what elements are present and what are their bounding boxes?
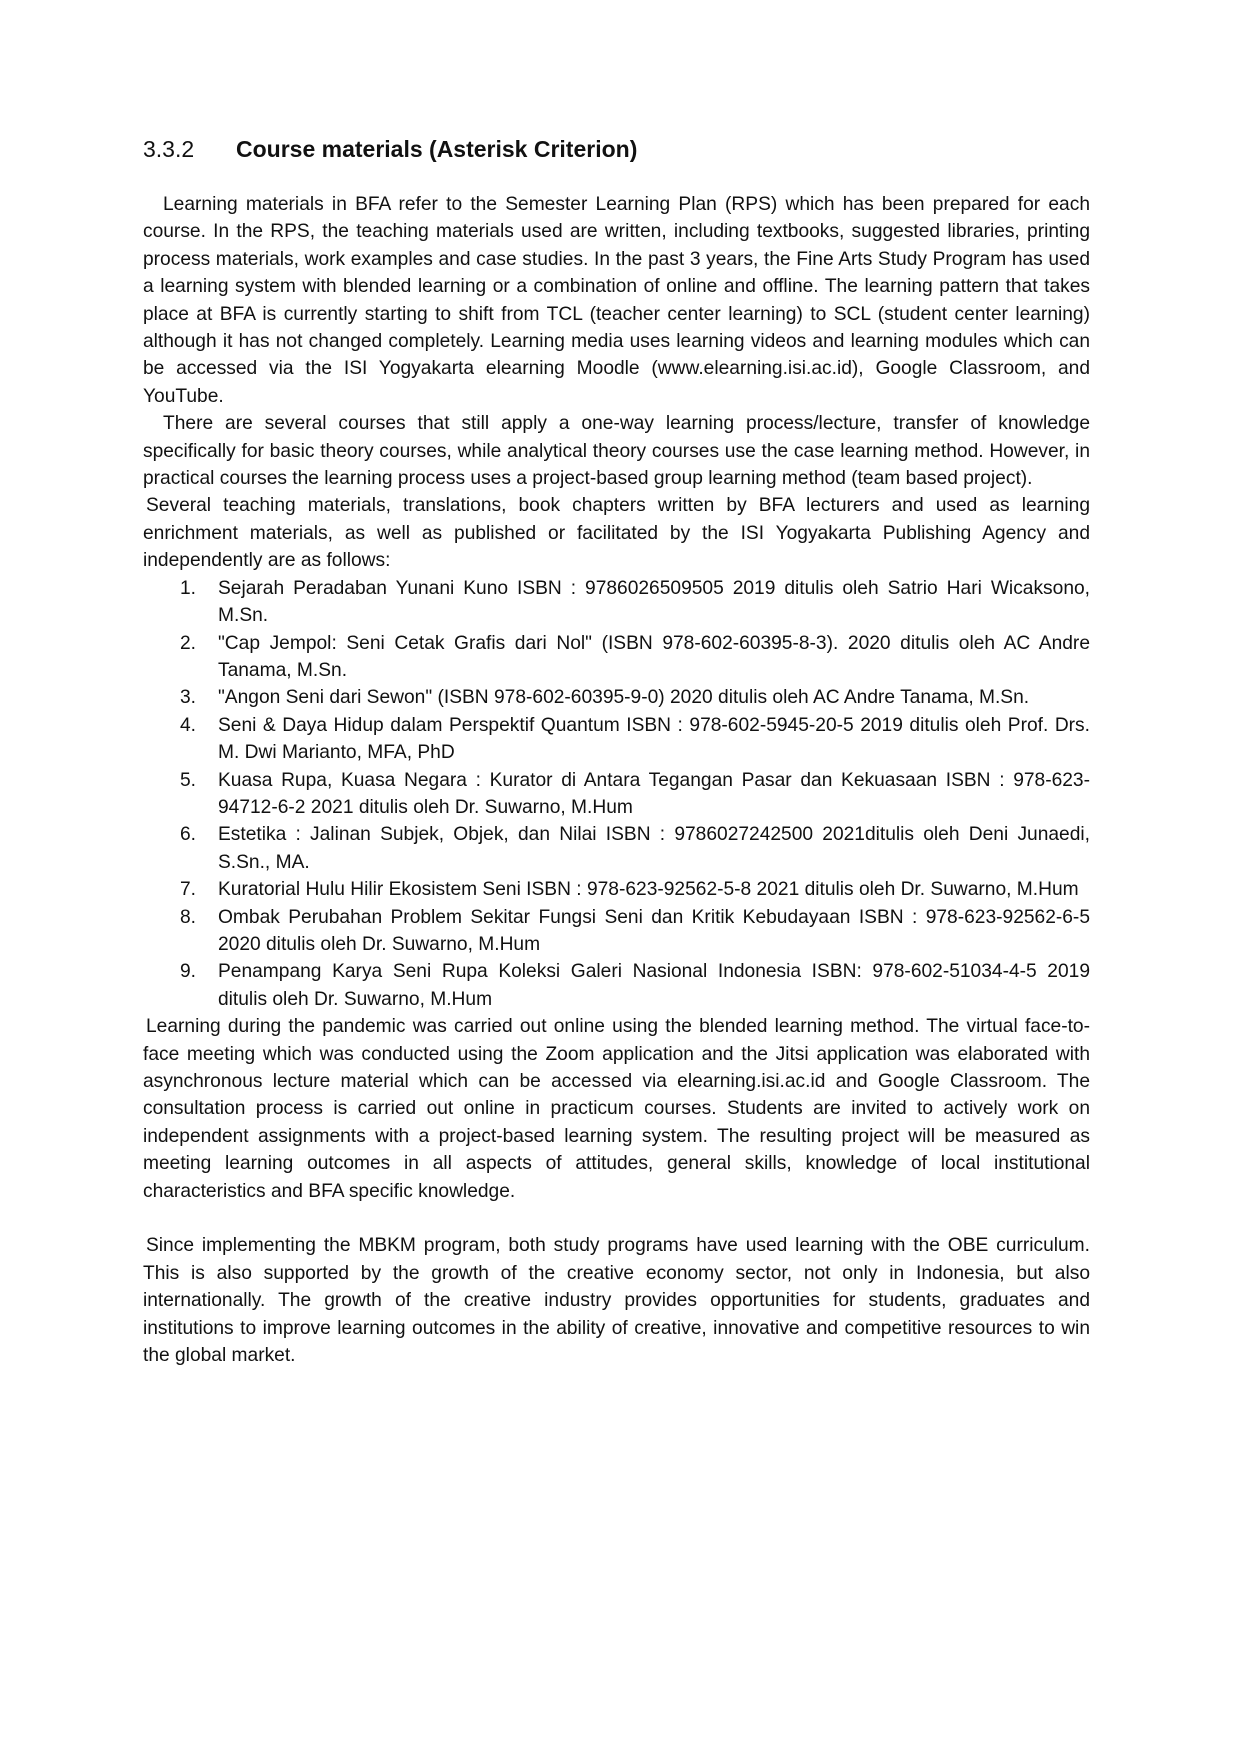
book-entry: Ombak Perubahan Problem Sekitar Fungsi Seni dan Kritik Kebudayaan ISBN : 978-623-92562-6-5 2020 ditulis oleh Dr. Suwarno, M.Hum [218,906,1090,955]
book-number: 1. [180,577,197,599]
book-number: 3. [180,687,197,709]
book-entry: Kuasa Rupa, Kuasa Negara : Kurator di Antara Tegangan Pasar dan Kekuasaan ISBN : 978-623-94712-6-2 2021 ditulis oleh Dr. Suwarno, M.Hum [218,769,1090,818]
paragraph-pandemic-learning: Learning during the pandemic was carried out online using the blended learning method. The virtual face-to-face meeting which was conducted using the Zoom application and the Jitsi application was elaborated with asynchronous lecture material which can be accessed via elearning.isi.ac.id and Google Classroom. The consultation process is carried out online in practicum courses. Students are invited to actively work on independent assignments with a project-based learning system. The resulting project will be measured as meeting learning outcomes in all aspects of attitudes, general skills, knowledge of local institutional characteristics and BFA specific knowledge. [143,1016,1090,1202]
book-entry: Estetika : Jalinan Subjek, Objek, dan Nilai ISBN : 9786027242500 2021ditulis oleh Deni Junaedi, S.Sn., MA. [218,824,1090,873]
book-number: 4. [180,714,197,736]
paragraph-gap [143,1205,1090,1232]
book-list-item [143,684,1090,711]
book-entry: "Cap Jempol: Seni Cetak Grafis dari Nol" (ISBN 978-602-60395-8-3). 2020 ditulis oleh AC Andre Tanama, M.Sn. [218,632,1090,681]
book-entry: Sejarah Peradaban Yunani Kuno ISBN : 9786026509505 2019 ditulis oleh Satrio Hari Wicaksono, M.Sn. [218,577,1090,627]
paragraph-teaching-materials-intro: Several teaching materials, translations, book chapters written by BFA lecturers and used as learning enrichment materials, as well as published or facilitated by the ISI Yogyakarta Publishing Agency and independently are as follows: [143,495,1090,572]
section-number: 3.3.2 [143,136,195,162]
book-number: 5. [180,769,197,791]
book-number: 7. [180,879,197,901]
section-title: Course materials (Asterisk Criterion) [236,136,638,162]
book-entry: Kuratorial Hulu Hilir Ekosistem Seni ISBN : 978-623-92562-5-8 2021 ditulis oleh Dr. Suwarno, M.Hum [218,879,1079,901]
book-number: 8. [180,906,197,928]
book-entry: Seni & Daya Hidup dalam Perspektif Quantum ISBN : 978-602-5945-20-5 2019 ditulis oleh Prof. Drs. M. Dwi Marianto, MFA, PhD [218,714,1090,764]
book-entry: "Angon Seni dari Sewon" (ISBN 978-602-60395-9-0) 2020 ditulis oleh AC Andre Tanama, M.Sn. [218,687,1030,709]
book-list-item [143,904,1090,959]
book-number: 9. [180,961,197,983]
book-list-item [143,712,1090,767]
book-list-item [143,575,1090,630]
book-list-item [143,876,1090,903]
book-list-item [143,767,1090,822]
document-body [143,191,1090,1369]
book-entry: Penampang Karya Seni Rupa Koleksi Galeri Nasional Indonesia ISBN: 978-602-51034-4-5 2019 ditulis oleh Dr. Suwarno, M.Hum [218,961,1090,1010]
paragraph-mbkm-program: Since implementing the MBKM program, both study programs have used learning with the OBE curriculum. This is also supported by the growth of the creative economy sector, not only in Indonesia, but also internationally. The growth of the creative industry provides opportunities for students, graduates and institutions to improve learning outcomes in the ability of creative, innovative and competitive resources to win the global market. [143,1235,1090,1367]
book-list-item [143,958,1090,1013]
book-list-item [143,821,1090,876]
section-heading [143,134,1090,164]
book-number: 2. [180,632,197,654]
paragraph-learning-materials: Learning materials in BFA refer to the Semester Learning Plan (RPS) which has been prepared for each course. In the RPS, the teaching materials used are written, including textbooks, suggested libraries, printing process materials, work examples and case studies. In the past 3 years, the Fine Arts Study Program has used a learning system with blended learning or a combination of online and offline. The learning pattern that takes place at BFA is currently starting to shift from TCL (teacher center learning) to SCL (student center learning) although it has not changed completely. Learning media uses learning videos and learning modules which can be accessed via the ISI Yogyakarta elearning Moodle (www.elearning.isi.ac.id), Google Classroom, and YouTube. [143,194,1090,407]
book-list-item [143,630,1090,685]
book-list [143,575,1090,1014]
book-number: 6. [180,824,197,846]
paragraph-one-way-learning: There are several courses that still apply a one-way learning process/lecture, transfer of knowledge specifically for basic theory courses, while analytical theory courses use the case learning method. However, in practical courses the learning process uses a project-based group learning method (team based project). [143,413,1090,490]
